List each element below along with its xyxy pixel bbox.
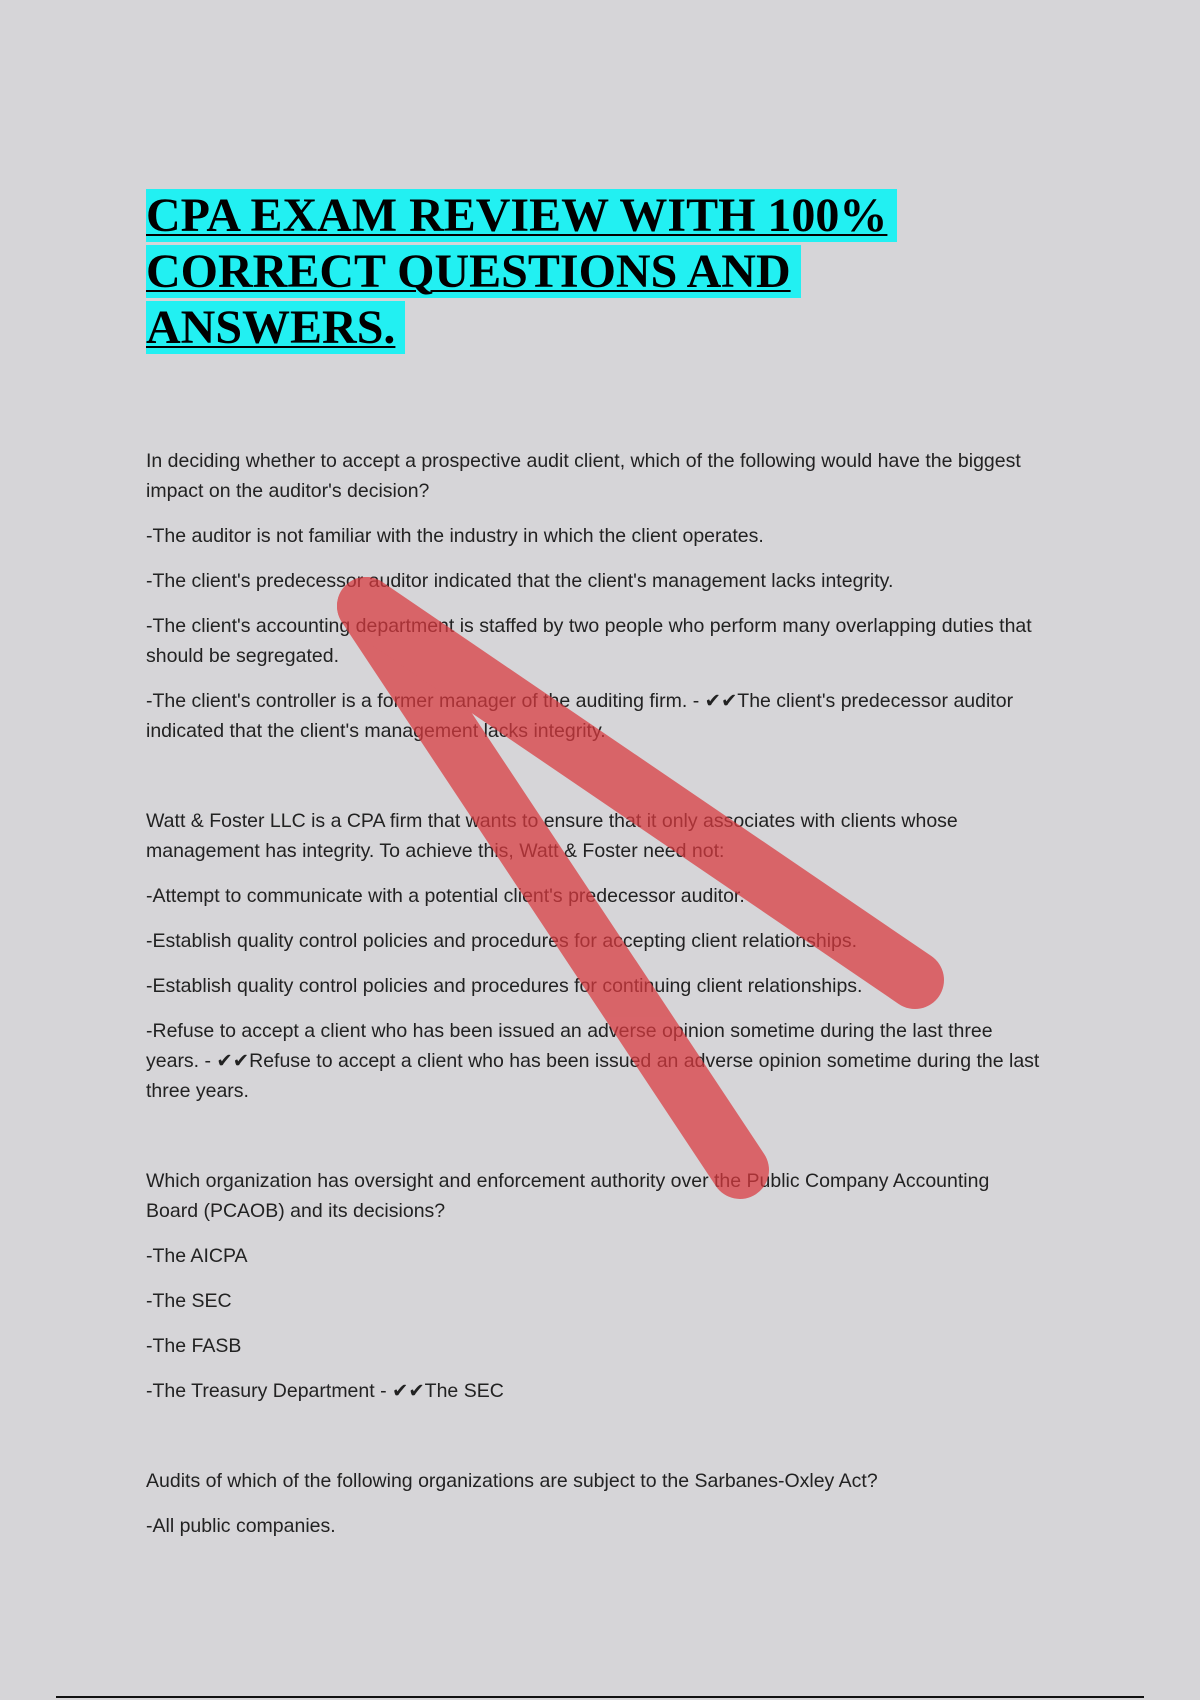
title-line-2: CORRECT QUESTIONS AND	[146, 245, 801, 298]
answer-option: -Attempt to communicate with a potential client's predecessor auditor.	[146, 885, 745, 907]
answer-option: -The AICPA	[146, 1245, 248, 1267]
answer-option: -The client's accounting department is staffed by two people who perform many overlapping duties that should be segregated.	[146, 615, 1032, 667]
answer-option: -The Treasury Department - ✔✔The SEC	[146, 1380, 504, 1402]
question-text: Which organization has oversight and enforcement authority over the Public Company Accounting Board (PCAOB) and its decisions?	[146, 1170, 990, 1222]
question-list	[146, 446, 1046, 1601]
answer-option: -The FASB	[146, 1335, 242, 1357]
title-line-1: CPA EXAM REVIEW WITH 100%	[146, 189, 897, 242]
answer-option: -All public companies.	[146, 1515, 336, 1537]
title-line-3: ANSWERS.	[146, 301, 405, 354]
answer-option: -Refuse to accept a client who has been issued an adverse opinion sometime during the last three years. - ✔✔Refuse to accept a client who has been issued an adverse opinion sometime during the last three years.	[146, 1020, 1040, 1102]
answer-option: -The SEC	[146, 1290, 232, 1312]
footer-divider	[56, 1696, 1144, 1698]
question-text: Watt & Foster LLC is a CPA firm that wants to ensure that it only associates with clients whose management has integrity. To achieve this, Watt & Foster need not:	[146, 810, 958, 862]
answer-option: -Establish quality control policies and procedures for continuing client relationships.	[146, 975, 863, 997]
answer-option: -The client's predecessor auditor indicated that the client's management lacks integrity.	[146, 570, 894, 592]
question-text: In deciding whether to accept a prospective audit client, which of the following would have the biggest impact on the auditor's decision?	[146, 450, 1021, 502]
question-text: Audits of which of the following organizations are subject to the Sarbanes-Oxley Act?	[146, 1470, 878, 1492]
question-block-4	[146, 1466, 1046, 1541]
question-block-2	[146, 806, 1046, 1106]
document-title	[146, 188, 966, 356]
question-block-3	[146, 1166, 1046, 1406]
answer-option: -The auditor is not familiar with the industry in which the client operates.	[146, 525, 764, 547]
answer-option: -Establish quality control policies and procedures for accepting client relationships.	[146, 930, 858, 952]
answer-option: -The client's controller is a former manager of the auditing firm. - ✔✔The client's predecessor auditor indicated that the client's management lacks integrity.	[146, 690, 1014, 742]
question-block-1	[146, 446, 1046, 746]
